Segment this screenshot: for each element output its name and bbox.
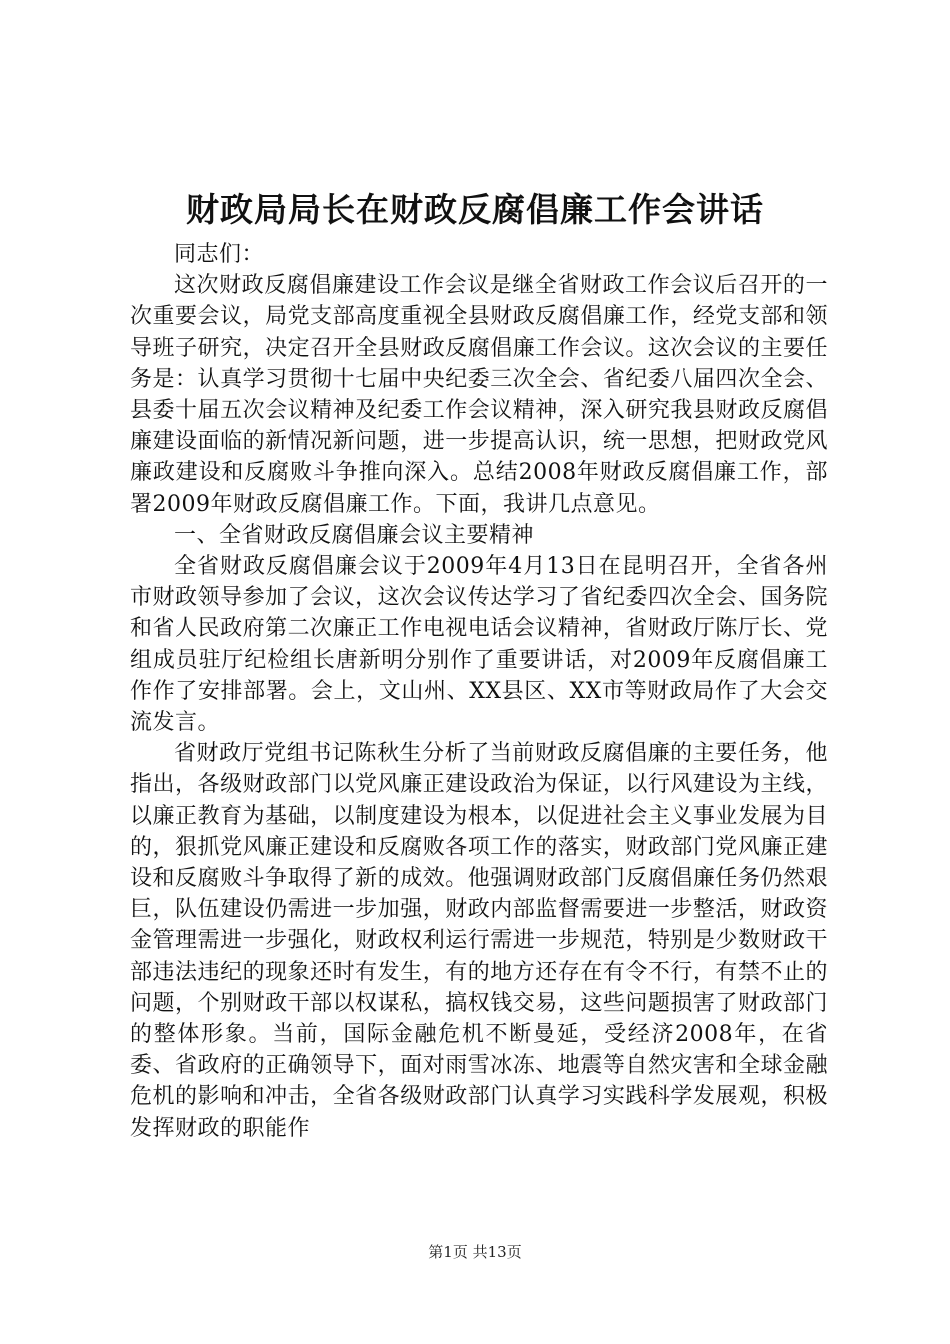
section-heading: 一、全省财政反腐倡廉会议主要精神 bbox=[174, 522, 535, 548]
salutation-paragraph: 同志们： bbox=[174, 242, 265, 267]
page-number-footer: 第1页 共13页 bbox=[428, 1243, 522, 1261]
body-paragraph: 全省财政反腐倡廉会议于2009年4月13日在昆明召开，全省各州市财政领导参加了会议，这次会议传达学习了省纪委四次全会、国务院和省人民政府第二次廉正工作电视电话会议精神，省财政厅陈厅长、党组成员驻厅纪检组长唐新明分别作了重要讲话，对2009年反腐倡廉工作作了安排部署。会上，文山州、XX县区、XX市等财政局作了大会交流发言。 bbox=[130, 554, 828, 736]
document-title: 财政局局长在财政反腐倡廉工作会讲话 bbox=[186, 190, 764, 229]
body-paragraph: 这次财政反腐倡廉建设工作会议是继全省财政工作会议后召开的一次重要会议，局党支部高度重视全县财政反腐倡廉工作，经党支部和领导班子研究，决定召开全县财政反腐倡廉工作会议。这次会议的主要任务是：认真学习贯彻十七届中央纪委三次全会、省纪委八届四次全会、县委十届五次会议精神及纪委工作会议精神，深入研究我县财政反腐倡廉建设面临的新情况新问题，进一步提高认识，统一思想，把财政党风廉政建设和反腐败斗争推向深入。总结2008年财政反腐倡廉工作，部署2009年财政反腐倡廉工作。下面，我讲几点意见。 bbox=[130, 273, 828, 517]
document-body bbox=[130, 239, 828, 1144]
body-paragraph: 省财政厅党组书记陈秋生分析了当前财政反腐倡廉的主要任务，他指出，各级财政部门以党风廉正建设政治为保证，以行风建设为主线，以廉正教育为基础，以制度建设为根本，以促进社会主义事业发展为目的，狠抓党风廉正建设和反腐败各项工作的落实，财政部门党风廉正建设和反腐败斗争取得了新的成效。他强调财政部门反腐倡廉任务仍然艰巨，队伍建设仍需进一步加强，财政内部监督需要进一步整活，财政资金管理需进一步强化，财政权利运行需进一步规范，特别是少数财政干部违法违纪的现象还时有发生，有的地方还存在有令不行，有禁不止的问题，个别财政干部以权谋私，搞权钱交易，这些问题损害了财政部门的整体形象。当前，国际金融危机不断曼延，受经济2008年，在省委、省政府的正确领导下，面对雨雪冰冻、地震等自然灾害和全球金融危机的影响和冲击，全省各级财政部门认真学习实践科学发展观，积极发挥财政的职能作 bbox=[130, 741, 828, 1141]
